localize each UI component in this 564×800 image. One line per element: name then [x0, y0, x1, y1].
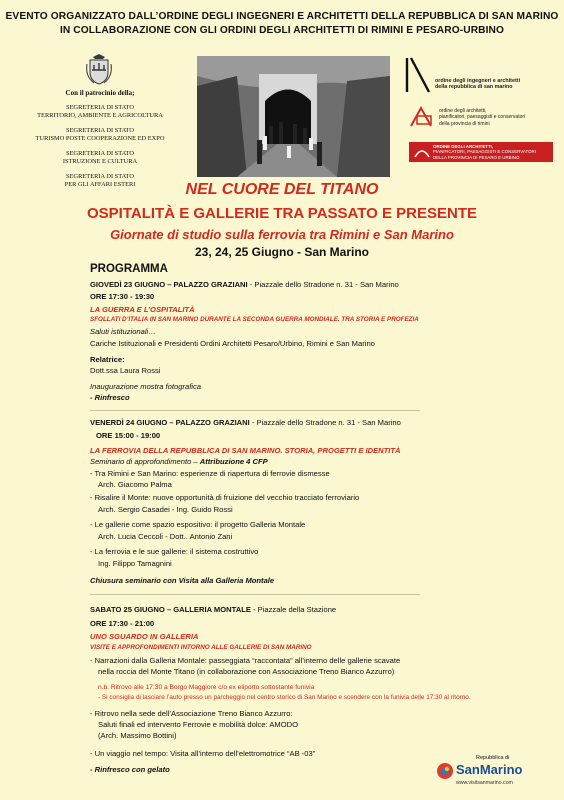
day3-parking-note: - Si consiglia di lasciare l’auto presso un parcheggio nel centro storico di San Marino e scendere con la funivia delle 17:30 al ritorno.: [98, 694, 471, 701]
day2-talk-speaker: Arch. Lucia Ceccoli - Dott.. Antonio Zani: [98, 532, 233, 541]
logo-ordine-pesaro-urbino: ORDINE DEGLI ARCHITETTI, PIANIFICATORI, PAESAGGISTI E CONSERVATORI DELLA PROVINCIA DI PESARO E URBINO: [409, 142, 553, 162]
day1-greetings-who: Cariche Istituzionali e Presidenti Ordini Architetti Pesaro/Urbino, Rimini e San Marino: [90, 339, 375, 348]
pesaro-order-icon: [413, 145, 431, 159]
day3-topic-sub: VISITE E APPROFONDIMENTI INTORNO ALLE GALLERIE DI SAN MARINO: [90, 644, 312, 651]
day1-topic-sub: SFOLLATI D’ITALIA IN SAN MARINO DURANTE LA SECONDA GUERRA MONDIALE. TRA STORIA E PROFEZIA: [90, 316, 419, 323]
day1-heading: GIOVEDÌ 23 GIUGNO – PALAZZO GRAZIANI - Piazzale dello Stradone n. 31 - San Marino: [90, 280, 399, 289]
day1-greetings: Saluti istituzionali…: [90, 327, 156, 336]
day3-narrazioni: - Narrazioni dalla Galleria Montale: passeggiata “raccontata” all’interno delle gallerie scavate: [90, 656, 401, 665]
day1-rinfresco: - Rinfresco: [90, 393, 130, 402]
day2-talk-title: - Risalire il Monte: nuove opportunità di fruizione del vecchio tracciato ferroviario: [90, 493, 360, 502]
tunnel-photo-illustration: [197, 56, 390, 177]
day3-nb-note: n.b. Ritrovo alle 17:30 a Borgo Maggiore c/o ex eliporto sottostante funivia: [98, 684, 315, 691]
logo-ordine-rimini: ordine degli architetti, pianificatori, paesaggisti e conservatori della provincia di rimini: [409, 102, 553, 132]
day2-heading: VENERDÌ 24 GIUGNO – PALAZZO GRAZIANI - Piazzale dello Stradone n. 31 - San Marino: [90, 418, 401, 427]
day3-viaggio: - Un viaggio nel tempo: Visita all’interno dell’elettromotrice “AB -03”: [90, 749, 316, 758]
day1-relatrice-label: Relatrice:: [90, 355, 125, 364]
rimini-order-icon: [409, 104, 437, 130]
event-dates: 23, 24, 25 Giugno - San Marino: [194, 245, 370, 259]
event-header: [0, 10, 564, 38]
day2-time: ORE 15:00 - 19:00: [96, 431, 161, 440]
study-days-line: Giornate di studio sulla ferrovia tra Rimini e San Marino: [110, 227, 454, 242]
day3-rinfresco: - Rinfresco con gelato: [90, 765, 170, 774]
day2-seminar: Seminario di approfondimento – Attribuzione 4 CFP: [90, 457, 268, 466]
san-marino-crest-icon: [84, 52, 114, 86]
patronage-entry: SEGRETERIA DI STATO PER GLI AFFARI ESTERI: [64, 173, 136, 188]
day3-saluti-finali: Saluti finali ed intervento Ferrovie e mobilità dolce: AMODO: [98, 720, 299, 729]
ordine-backslash-icon: [403, 56, 433, 94]
event-subtitle: OSPITALITÀ E GALLERIE TRA PASSATO E PRESENTE: [86, 205, 478, 222]
logo-ordine-san-marino: ordine degli ingegneri e architetti della repubblica di san marino: [403, 56, 553, 94]
day2-talk-speaker: Ing. Filippo Tamagnini: [98, 559, 172, 568]
historic-tunnel-photo: [197, 56, 390, 177]
san-marino-wordmark: SanMarino: [456, 762, 523, 777]
patronage-entry: SEGRETERIA DI STATO TERRITORIO, AMBIENTE E AGRICOLTURA: [37, 104, 163, 119]
day1-time: ORE 17:30 - 19:30: [90, 292, 155, 301]
day2-closing: Chiusura seminario con Visita alla Galleria Montale: [90, 576, 275, 585]
day1-relatrice-name: Dott.ssa Laura Rossi: [90, 366, 161, 375]
day2-talk-speaker: Arch. Giacomo Palma: [98, 480, 172, 489]
day3-narrazioni-cont: nella roccia del Monte Titano (in collaborazione con Associazione Treno Bianco Azzurro): [98, 667, 395, 676]
day2-talk-title: - Tra Rimini e San Marino: esperienze di riapertura di ferrovie dismesse: [90, 469, 330, 478]
day2-talk-speaker: Arch. Sergio Casadei - Ing. Guido Rossi: [98, 505, 233, 514]
day2-talk-title: - La ferrovia e le sue gallerie: il sistema costruttivo: [90, 547, 259, 556]
header-line-1: EVENTO ORGANIZZATO DALL’ORDINE DEGLI INGEGNERI E ARCHITETTI DELLA REPUBBLICA DI SAN MARINO: [5, 11, 559, 22]
day2-topic: LA FERROVIA DELLA REPUBBLICA DI SAN MARINO. STORIA, PROGETTI E IDENTITÀ: [90, 446, 401, 455]
day1-topic: LA GUERRA E L’OSPITALITÀ: [90, 305, 195, 314]
section-divider: [90, 410, 420, 411]
patronage-title: Con il patrocinio della;: [65, 89, 135, 97]
programma-heading: PROGRAMMA: [90, 263, 168, 275]
day1-inauguration: Inaugurazione mostra fotografica: [90, 382, 202, 391]
event-title: NEL CUORE DEL TITANO: [185, 181, 379, 198]
day3-ritrovo: - Ritrovo nella sede dell’Associazione Treno Bianco Azzurro:: [90, 709, 293, 718]
section-divider: [90, 594, 420, 595]
day2-talk-title: - Le gallerie come spazio espositivo: il progetto Galleria Montale: [90, 520, 306, 529]
day3-time: ORE 17:30 - 21:00: [90, 619, 155, 628]
visit-san-marino-logo: Repubblica di SanMarino www.visitsanmarino.com: [436, 752, 556, 796]
day3-heading: SABATO 25 GIUGNO – GALLERIA MONTALE - Piazzale della Stazione: [90, 605, 337, 614]
patronage-entry: SEGRETERIA DI STATO ISTRUZIONE E CULTURA: [62, 150, 138, 165]
patronage-entry: SEGRETERIA DI STATO TURISMO POSTE COOPERAZIONE ED EXPO: [35, 127, 165, 142]
header-line-2: IN COLLABORAZIONE CON GLI ORDINI DEGLI ARCHITETTI DI RIMINI E PESARO-URBINO: [59, 25, 505, 36]
san-marino-swirl-icon: [436, 762, 454, 780]
day3-topic: UNO SGUARDO IN GALLERIA: [90, 632, 199, 641]
day3-speaker: (Arch. Massimo Bottini): [98, 731, 177, 740]
